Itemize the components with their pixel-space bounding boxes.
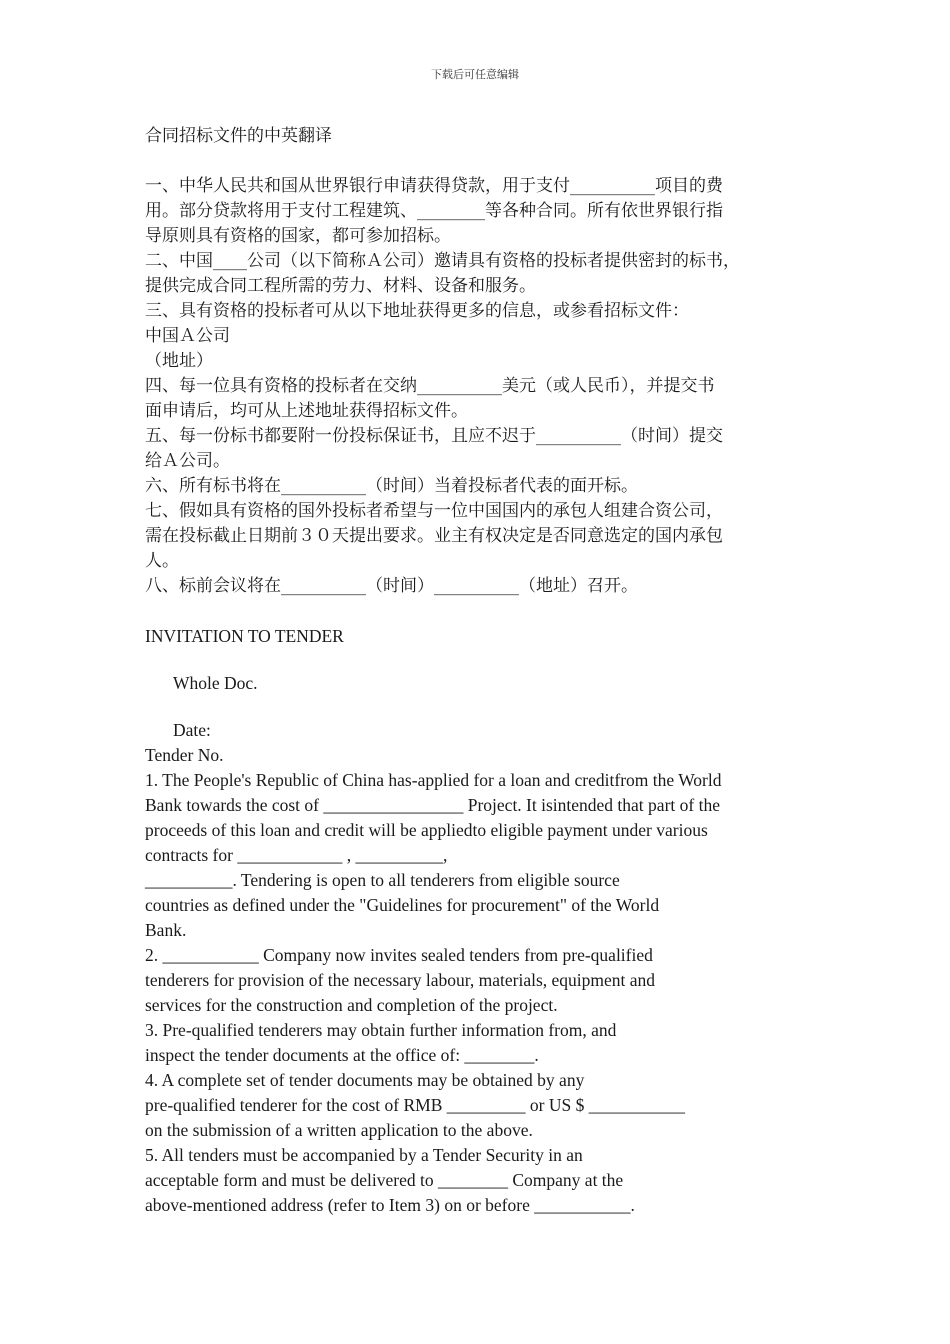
en-line: __________. Tendering is open to all tenderers from eligible source (145, 870, 620, 890)
en-line: countries as defined under the "Guidelines for procurement" of the World (145, 895, 660, 915)
cn-line: 五、每一份标书都要附一份投标保证书，且应不迟于__________（时间）提交 (145, 426, 723, 446)
cn-line: 一、中华人民共和国从世界银行申请获得贷款，用于支付__________项目的费 (145, 176, 723, 196)
document-title: 合同招标文件的中英翻译 (145, 126, 332, 146)
document-body (145, 124, 810, 1218)
en-line: 3. Pre-qualified tenderers may obtain further information from, and (145, 1020, 617, 1040)
en-line: acceptable form and must be delivered to ________ Company at the (145, 1170, 624, 1190)
en-line: inspect the tender documents at the office of: ________. (145, 1045, 539, 1065)
english-title: INVITATION TO TENDER (145, 626, 344, 646)
en-line: contracts for ____________ , __________, (145, 845, 448, 865)
chinese-section (145, 174, 810, 599)
cn-line: 提供完成合同工程所需的劳力、材料、设备和服务。 (145, 276, 536, 296)
cn-line: 七、假如具有资格的国外投标者希望与一位中国国内的承包人组建合资公司， (145, 501, 723, 521)
en-line: above-mentioned address (refer to Item 3) on or before ___________. (145, 1195, 635, 1215)
en-line: pre-qualified tenderer for the cost of RMB _________ or US $ ___________ (145, 1095, 685, 1115)
cn-line: （地址） (145, 351, 213, 371)
en-line: services for the construction and completion of the project. (145, 995, 558, 1015)
cn-line: 二、中国____公司（以下简称Ａ公司）邀请具有资格的投标者提供密封的标书， (145, 251, 740, 271)
cn-line: 人。 (145, 551, 179, 571)
en-line: proceeds of this loan and credit will be appliedto eligible payment under various (145, 820, 708, 840)
en-line: 1. The People's Republic of China has-applied for a loan and creditfrom the World (145, 770, 722, 790)
cn-line: 面申请后，均可从上述地址获得招标文件。 (145, 401, 468, 421)
whole-doc-label: Whole Doc. (173, 673, 258, 693)
en-line: 5. All tenders must be accompanied by a Tender Security in an (145, 1145, 583, 1165)
cn-line: 导原则具有资格的国家，都可参加招标。 (145, 226, 451, 246)
cn-line: 需在投标截止日期前３０天提出要求。业主有权决定是否同意选定的国内承包 (145, 526, 723, 546)
en-line: tenderers for provision of the necessary labour, materials, equipment and (145, 970, 656, 990)
en-line: 2. ___________ Company now invites sealed tenders from pre-qualified (145, 945, 653, 965)
english-section (145, 624, 810, 1218)
cn-line: 八、标前会议将在__________（时间）__________（地址）召开。 (145, 576, 638, 596)
en-line: on the submission of a written application to the above. (145, 1120, 533, 1140)
cn-line: 中国Ａ公司 (145, 326, 230, 346)
en-line: 4. A complete set of tender documents may be obtained by any (145, 1070, 585, 1090)
en-line: Bank towards the cost of ________________ Project. It isintended that part of the (145, 795, 720, 815)
page-header-note: 下载后可任意编辑 (431, 68, 519, 81)
en-line: Bank. (145, 920, 187, 940)
cn-line: 用。部分贷款将用于支付工程建筑、________等各种合同。所有依世界银行指 (145, 201, 723, 221)
cn-line: 四、每一位具有资格的投标者在交纳__________美元（或人民币），并提交书 (145, 376, 715, 396)
date-label: Date: (173, 720, 211, 740)
cn-line: 给Ａ公司。 (145, 451, 230, 471)
tender-no-label: Tender No. (145, 745, 224, 765)
cn-line: 六、所有标书将在__________（时间）当着投标者代表的面开标。 (145, 476, 638, 496)
cn-line: 三、具有资格的投标者可从以下地址获得更多的信息，或参看招标文件： (145, 301, 689, 321)
